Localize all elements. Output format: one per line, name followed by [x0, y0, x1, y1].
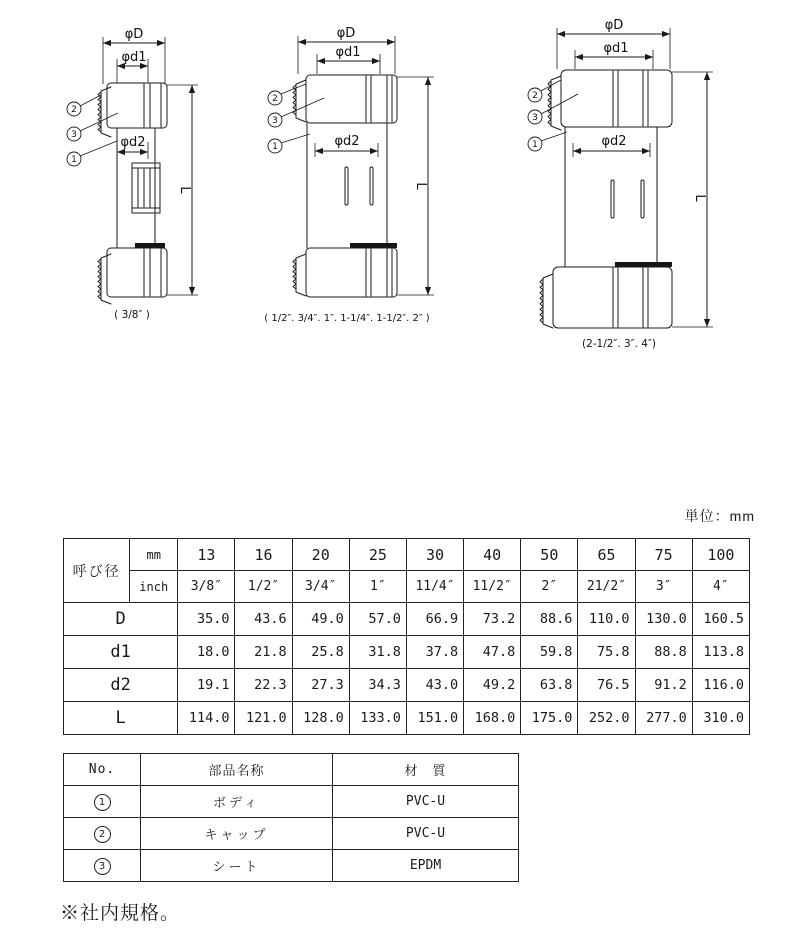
dim-row-d1 — [64, 636, 750, 669]
callout-2: 2 — [71, 105, 77, 115]
dim-cell: 19.1 — [178, 669, 235, 702]
dim-cell: 43.6 — [235, 603, 292, 636]
size-cell: 100 — [692, 539, 749, 571]
phid1-label: φd1 — [335, 45, 361, 60]
part-name: シート — [141, 850, 333, 882]
dim-phid2 — [573, 134, 650, 157]
coupling-outline — [540, 70, 672, 328]
parts-header-row — [64, 754, 519, 786]
dim-cell: 31.8 — [349, 636, 406, 669]
callout-2: 2 — [532, 91, 538, 101]
dim-cell: 63.8 — [521, 669, 578, 702]
dim-cell: 116.0 — [692, 669, 749, 702]
dim-cell: 35.0 — [178, 603, 235, 636]
circled-number: 1 — [94, 794, 111, 811]
parts-row-seat — [64, 850, 519, 882]
size-cell: 65 — [578, 539, 635, 571]
gasket-band — [350, 243, 397, 248]
size-cell: 2″ — [521, 571, 578, 603]
size-cell: 40 — [464, 539, 521, 571]
dim-cell: 37.8 — [406, 636, 463, 669]
dim-cell: 91.2 — [635, 669, 692, 702]
corner-label: 呼び径 — [64, 539, 130, 603]
callout-1: 1 — [272, 142, 278, 152]
circled-number: 2 — [94, 826, 111, 843]
dim-phid1 — [117, 50, 148, 83]
thread-hatch — [98, 259, 101, 299]
dim-label: D — [64, 603, 178, 636]
dim-L — [672, 72, 713, 327]
dim-cell: 76.5 — [578, 669, 635, 702]
dim-cell: 73.2 — [464, 603, 521, 636]
dim-cell: 57.0 — [349, 603, 406, 636]
dim-L — [397, 77, 434, 295]
dim-cell: 110.0 — [578, 603, 635, 636]
size-cell: 3/8″ — [178, 571, 235, 603]
dim-cell: 277.0 — [635, 702, 692, 735]
callouts — [67, 95, 118, 166]
dim-cell: 130.0 — [635, 603, 692, 636]
parts-header-name: 部品名称 — [141, 754, 333, 786]
dim-cell: 88.6 — [521, 603, 578, 636]
circled-number: 3 — [94, 858, 111, 875]
dim-cell: 151.0 — [406, 702, 463, 735]
coupling-outline — [293, 75, 397, 297]
dim-cell: 75.8 — [578, 636, 635, 669]
callout-1: 1 — [71, 155, 77, 165]
dim-label: d1 — [64, 636, 178, 669]
phid1-label: φd1 — [121, 50, 147, 65]
parts-row-cap — [64, 818, 519, 850]
dim-row-D — [64, 603, 750, 636]
dim-cell: 175.0 — [521, 702, 578, 735]
dim-cell: 43.0 — [406, 669, 463, 702]
dim-cell: 22.3 — [235, 669, 292, 702]
L-label: L — [413, 182, 428, 190]
dim-phid1 — [317, 45, 380, 74]
footnote: ※社内規格。 — [60, 903, 181, 924]
phid1-label: φd1 — [603, 41, 629, 56]
callout-2: 2 — [272, 94, 278, 104]
drawing-coupling-small — [60, 14, 210, 326]
phid2-label: φd2 — [120, 135, 146, 150]
dim-cell: 160.5 — [692, 603, 749, 636]
parts-table — [63, 753, 519, 882]
drawing-caption: ( 3/8″ ) — [114, 309, 150, 321]
drawing-coupling-large — [520, 8, 720, 353]
body-slot — [370, 167, 373, 205]
dim-cell: 121.0 — [235, 702, 292, 735]
part-name: キャップ — [141, 818, 333, 850]
size-cell: 30 — [406, 539, 463, 571]
dim-cell: 49.2 — [464, 669, 521, 702]
dim-cell: 114.0 — [178, 702, 235, 735]
L-label: L — [692, 194, 707, 202]
dim-row-d2 — [64, 669, 750, 702]
dim-cell: 47.8 — [464, 636, 521, 669]
phid2-label: φd2 — [601, 134, 627, 149]
size-cell: 11/4″ — [406, 571, 463, 603]
phid2-label: φd2 — [334, 134, 360, 149]
size-cell: 25 — [349, 539, 406, 571]
drawing-caption: (2-1/2″. 3″. 4″) — [581, 338, 657, 350]
body-slot — [611, 180, 614, 218]
callout-3: 3 — [532, 113, 538, 123]
part-material: PVC-U — [333, 818, 519, 850]
dim-cell: 252.0 — [578, 702, 635, 735]
dim-cell: 49.0 — [292, 603, 349, 636]
dim-cell: 34.3 — [349, 669, 406, 702]
phiD-label: φD — [604, 18, 624, 33]
part-name: ボディ — [141, 786, 333, 818]
dim-label: d2 — [64, 669, 178, 702]
thread-hatch — [293, 259, 296, 289]
size-cell: 75 — [635, 539, 692, 571]
gasket-band — [615, 262, 672, 267]
dim-cell: 310.0 — [692, 702, 749, 735]
dim-L — [167, 85, 198, 295]
dim-cell: 18.0 — [178, 636, 235, 669]
coupling-outline — [98, 83, 167, 304]
size-cell: 16 — [235, 539, 292, 571]
dim-cell: 21.8 — [235, 636, 292, 669]
callout-3: 3 — [272, 116, 278, 126]
dim-phid2 — [117, 135, 148, 159]
dim-label: L — [64, 702, 178, 735]
size-cell: 3″ — [635, 571, 692, 603]
dim-cell: 168.0 — [464, 702, 521, 735]
size-cell: 4″ — [692, 571, 749, 603]
drawing-caption: ( 1/2″. 3/4″. 1″. 1-1/4″. 1-1/2″. 2″ ) — [264, 313, 430, 324]
size-cell: 50 — [521, 539, 578, 571]
parts-header-no: No. — [64, 754, 141, 786]
unit-note: 単位：mm — [684, 508, 755, 524]
dim-cell: 25.8 — [292, 636, 349, 669]
size-row-mm — [64, 539, 750, 571]
body-slot — [345, 167, 348, 205]
part-material: PVC-U — [333, 786, 519, 818]
dim-cell: 66.9 — [406, 603, 463, 636]
size-cell: 21/2″ — [578, 571, 635, 603]
inch-label: inch — [130, 571, 178, 603]
dim-cell: 128.0 — [292, 702, 349, 735]
size-row-inch — [64, 571, 750, 603]
callouts — [528, 80, 578, 151]
dim-cell: 133.0 — [349, 702, 406, 735]
size-cell: 3/4″ — [292, 571, 349, 603]
mm-label: mm — [130, 539, 178, 571]
gasket-band — [135, 243, 165, 248]
body-slot — [641, 180, 644, 218]
phiD-label: φD — [124, 27, 144, 42]
callout-3: 3 — [71, 130, 77, 140]
size-cell: 1/2″ — [235, 571, 292, 603]
dim-phid2 — [315, 134, 378, 157]
L-label: L — [177, 186, 192, 194]
dim-phid1 — [575, 41, 653, 69]
drawing-coupling-medium — [250, 14, 445, 329]
part-material: EPDM — [333, 850, 519, 882]
thread-hatch — [98, 92, 101, 132]
dim-cell: 88.8 — [635, 636, 692, 669]
phiD-label: φD — [336, 26, 356, 41]
size-cell: 11/2″ — [464, 571, 521, 603]
parts-header-material: 材 質 — [333, 754, 519, 786]
dim-cell: 27.3 — [292, 669, 349, 702]
parts-row-body — [64, 786, 519, 818]
dim-cell: 59.8 — [521, 636, 578, 669]
dim-cell: 113.8 — [692, 636, 749, 669]
size-cell: 1″ — [349, 571, 406, 603]
size-cell: 20 — [292, 539, 349, 571]
callout-1: 1 — [532, 140, 538, 150]
size-cell: 13 — [178, 539, 235, 571]
dim-row-L — [64, 702, 750, 735]
size-table — [63, 538, 750, 735]
